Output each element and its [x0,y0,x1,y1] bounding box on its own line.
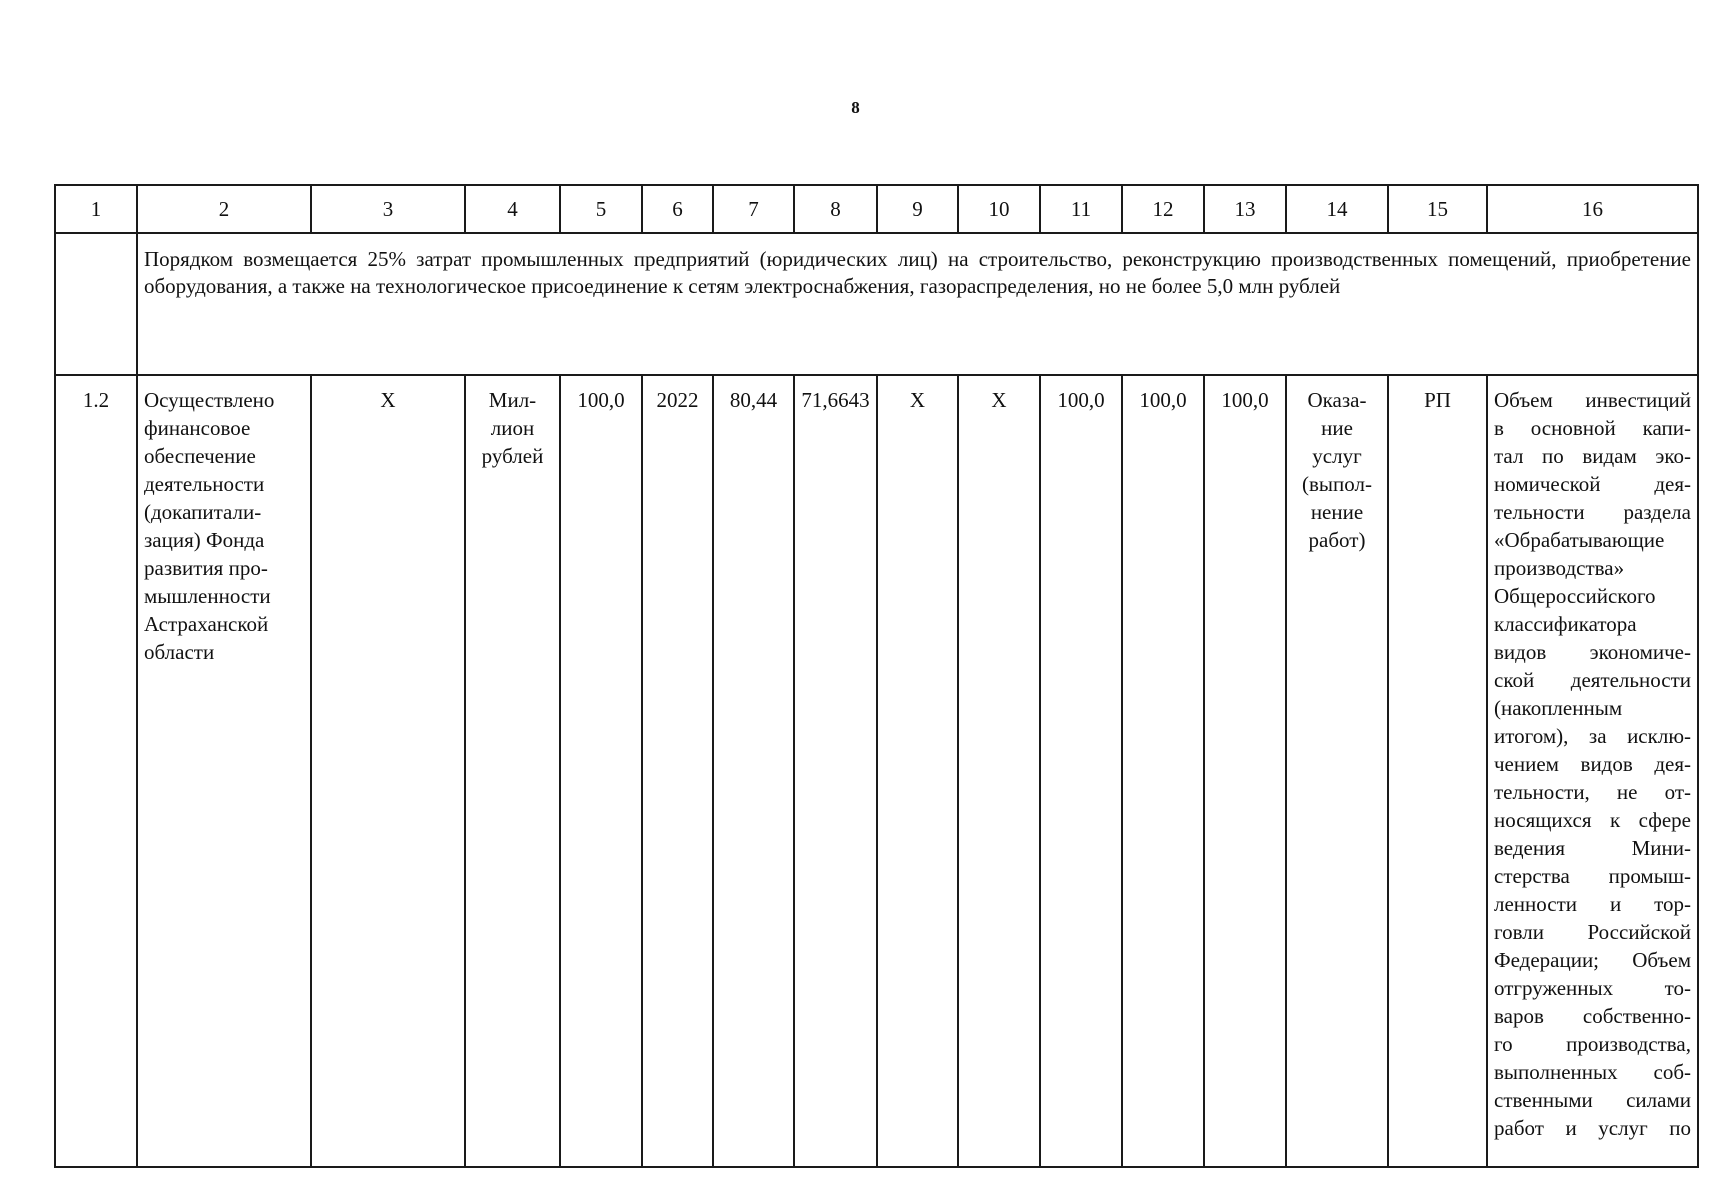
column-header: 5 [560,185,642,233]
cell-col13: 100,0 [1204,375,1286,1167]
cell-col10: Х [958,375,1040,1167]
row-number: 1.2 [55,375,137,1167]
column-header: 2 [137,185,311,233]
note-text: Порядком возмещается 25% затрат промышленных предприятий (юридических лиц) на строительство, реконструкцию производственных помещений, приобретение оборудования, а также на технологическое присоединение к сетям электроснабжения, газораспределения, но не более 5,0 млн рублей [137,233,1698,375]
cell-col3: Х [311,375,465,1167]
indicator-table [54,184,1699,1168]
cell-col6: 2022 [642,375,713,1167]
page-number: 8 [851,98,860,117]
cell-col8: 71,6643 [794,375,877,1167]
cell-col9: Х [877,375,958,1167]
column-header: 15 [1388,185,1487,233]
column-header: 16 [1487,185,1698,233]
cell-col11: 100,0 [1040,375,1122,1167]
note-row [55,233,1698,375]
empty-cell [55,233,137,375]
cell-col5: 100,0 [560,375,642,1167]
column-number-row [55,185,1698,233]
indicator-description: Объем инвестиций в основной капи- тал по видам эко- номической дея- тельности раздела «Обрабатывающие производства» Общероссийского классификатора видов экономиче- ской деятельности (накопленным итогом), за исклю- чением видов дея- тельности, не от- носящихся к сфере ведения Мини- стерства промыш- ленности и тор- говли Российской Федерации; Объем отгруженных то- варов собственно- го производства, выполненных соб- ственными силами работ и услуг по [1487,375,1698,1167]
cell-col12: 100,0 [1122,375,1204,1167]
column-header: 1 [55,185,137,233]
table-row [55,375,1698,1167]
column-header: 6 [642,185,713,233]
cell-col7: 80,44 [713,375,794,1167]
column-header: 11 [1040,185,1122,233]
cell-col15: РП [1388,375,1487,1167]
column-header: 10 [958,185,1040,233]
indicator-name: Осуществлено финансовое обеспечение деятельности (докапитали- зация) Фонда развития про- мышленности Астраханской области [137,375,311,1167]
column-header: 9 [877,185,958,233]
column-header: 4 [465,185,560,233]
column-header: 12 [1122,185,1204,233]
column-header: 3 [311,185,465,233]
unit-of-measure: Мил- лион рублей [465,375,560,1167]
column-header: 7 [713,185,794,233]
column-header: 14 [1286,185,1388,233]
column-header: 13 [1204,185,1286,233]
cell-col14: Оказа- ние услуг (выпол- нение работ) [1286,375,1388,1167]
column-header: 8 [794,185,877,233]
